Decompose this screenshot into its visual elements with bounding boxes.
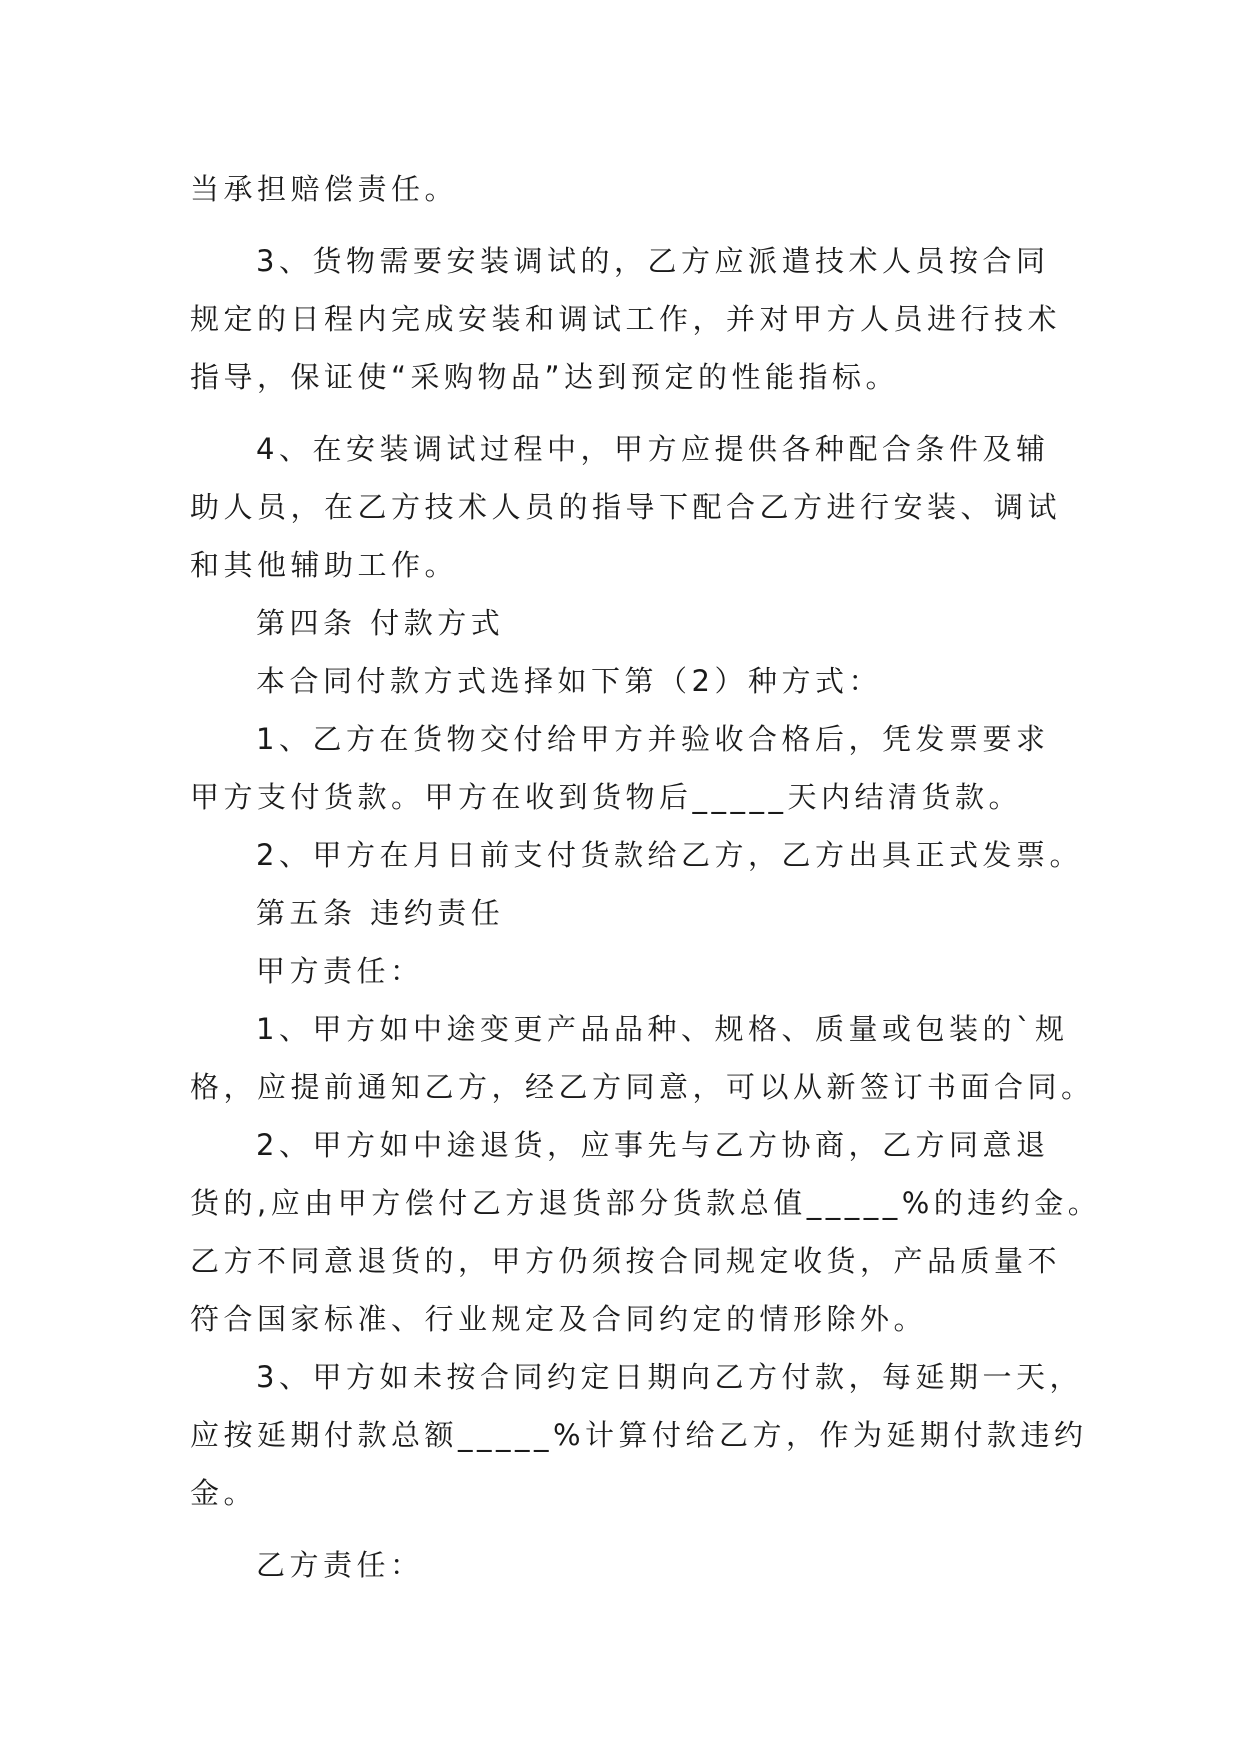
text-line: 和其他辅助工作。 <box>190 548 459 582</box>
text-line: 4、在安装调试过程中，甲方应提供各种配合条件及辅 <box>256 432 1050 466</box>
text-line: 1、甲方如中途变更产品品种、规格、质量或包装的`规 <box>256 1012 1069 1046</box>
text-line: 本合同付款方式选择如下第（2）种方式： <box>256 664 882 698</box>
text-line: 金。 <box>190 1476 258 1510</box>
text-line: 2、甲方如中途退货，应事先与乙方协商，乙方同意退 <box>256 1128 1050 1162</box>
text-line: 符合国家标准、行业规定及合同约定的情形除外。 <box>190 1302 928 1336</box>
text-line: 乙方不同意退货的，甲方仍须按合同规定收货，产品质量不 <box>190 1244 1062 1278</box>
text-line: 3、甲方如未按合同约定日期向乙方付款，每延期一天， <box>256 1360 1083 1394</box>
text-line: 助人员，在乙方技术人员的指导下配合乙方进行安装、调试 <box>190 490 1062 524</box>
section-heading: 第五条 违约责任 <box>256 896 505 930</box>
text-line: 乙方责任： <box>256 1548 424 1582</box>
text-line: 货的,应由甲方偿付乙方退货部分货款总值_____%的违约金。 <box>190 1186 1102 1220</box>
text-line: 2、甲方在月日前支付货款给乙方，乙方出具正式发票。 <box>256 838 1083 872</box>
text-line: 指导，保证使“采购物品”达到预定的性能指标。 <box>190 360 900 394</box>
text-line: 格，应提前通知乙方，经乙方同意，可以从新签订书面合同。 <box>190 1070 1095 1104</box>
document-body <box>190 160 1102 1594</box>
text-line: 规定的日程内完成安装和调试工作，并对甲方人员进行技术 <box>190 302 1062 336</box>
text-line: 3、货物需要安装调试的，乙方应派遣技术人员按合同 <box>256 244 1050 278</box>
text-line: 甲方支付货款。甲方在收到货物后_____天内结清货款。 <box>190 780 1023 814</box>
section-heading: 第四条 付款方式 <box>256 606 505 640</box>
text-line: 甲方责任： <box>256 954 424 988</box>
text-line: 1、乙方在货物交付给甲方并验收合格后，凭发票要求 <box>256 722 1050 756</box>
text-line: 应按延期付款总额_____%计算付给乙方，作为延期付款违约 <box>190 1418 1088 1452</box>
text-line: 当承担赔偿责任。 <box>190 172 459 206</box>
